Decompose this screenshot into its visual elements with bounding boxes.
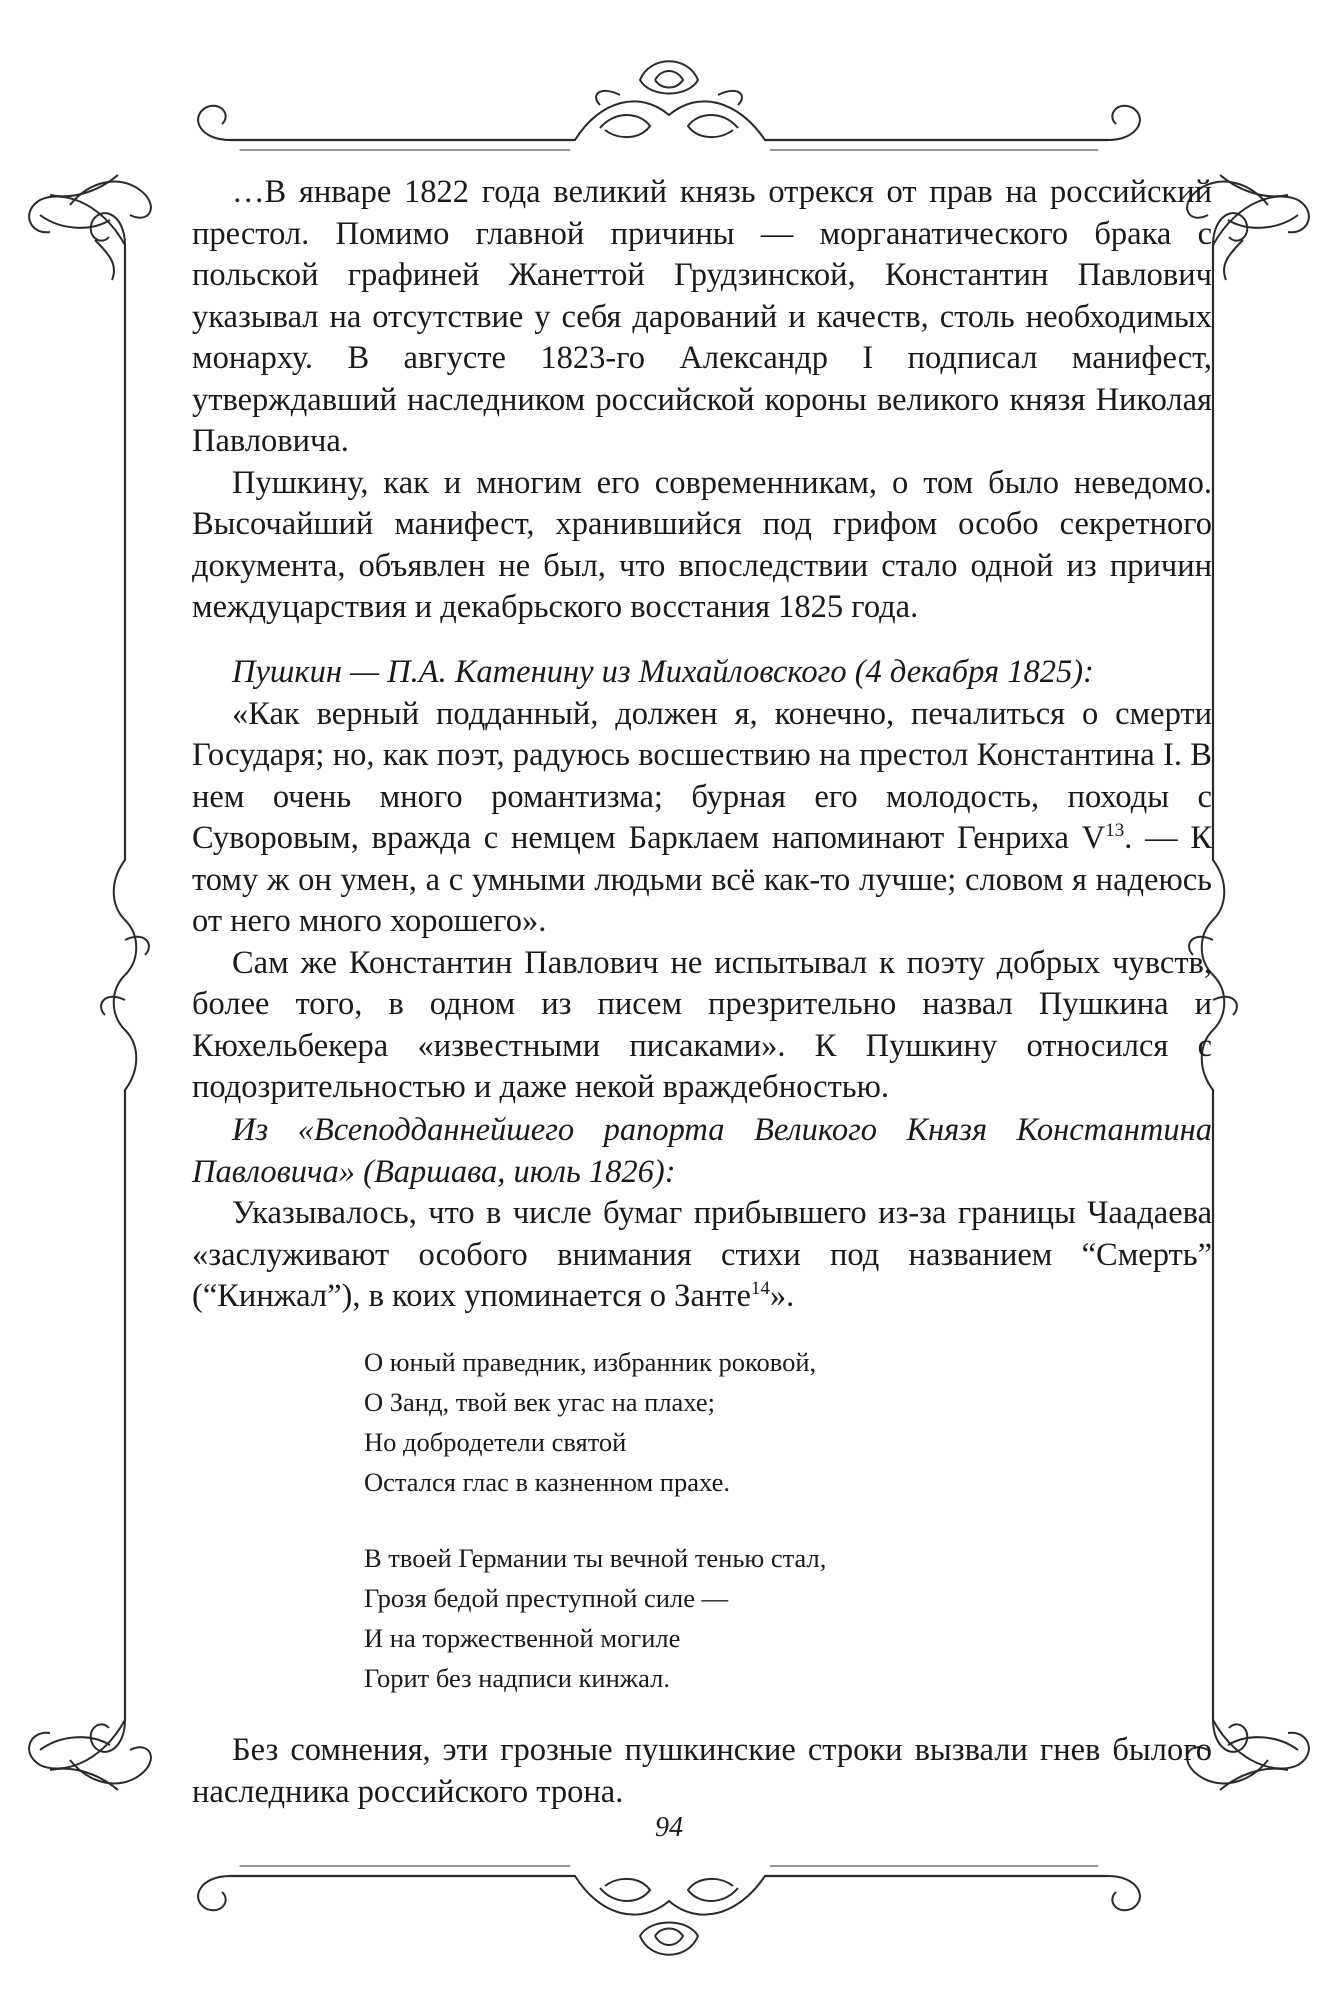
poem-line: В твоей Германии ты вечной тенью стал,	[364, 1543, 827, 1573]
intro-paragraph-2: Пушкину, как и многим его современникам, о том было неведомо. Высочайший манифест, хранившийся под грифом особо секретного документа, объявлен не был, что впоследствии стало одной из причин междуцарствия и декабрьского восстания 1825 года.	[192, 464, 1212, 625]
intro-section	[192, 172, 1212, 629]
letter-commentary: Сам же Константин Павлович не испытывал к поэту добрых чувств, более того, в одном из писем презрительно назвал Пушкина и Кюхельбекера «известными писаками». К Пушкину относился с подозрительностью и даже некой враждебностью.	[192, 944, 1212, 1105]
bottom-ornament	[575, 1876, 765, 1955]
letter-quote	[192, 694, 1212, 943]
side-ornament-left	[101, 860, 149, 1090]
poem-line: Но добродетели святой	[364, 1427, 627, 1457]
closing-section	[192, 1730, 1212, 1813]
report-heading: Из «Всеподданнейшего рапорта Великого Князя Константина Павловича» (Варшава, июль 1826):	[192, 1112, 1212, 1190]
letter-quote-part-1: «Как верный подданный, должен я, конечно, печалиться о смерти Государя; но, как поэт, радуюсь восшествию на престол Константина I. В нем очень много романтизма; бурная его молодость, походы с Суворовым, вражда с немцем Барклаем напоминают Генриха V	[192, 695, 1212, 856]
poem-line: О Занд, твой век угас на плахе;	[364, 1387, 716, 1417]
letter-section	[192, 652, 1212, 1109]
intro-paragraph-1: …В январе 1822 года великий князь отрекся от прав на российский престол. Помимо главной причины — морганатического брака с польской графиней Жанеттой Грудзинской, Константин Павлович указывал на отсутствие у себя дарований и качеств, столь необходимых монарху. В августе 1823-го Александр I подписал манифест, утверждавший наследником российской короны великого князя Николая Павловича.	[192, 174, 1212, 459]
top-ornament	[575, 61, 765, 140]
poem-stanza-1	[364, 1342, 1064, 1502]
poem-line: Горит без надписи кинжал.	[364, 1663, 670, 1693]
report-text	[192, 1193, 1212, 1318]
report-text-part-1: Указывалось, что в числе бумаг прибывшего из-за границы Чаадаева «заслуживают особого внимания стихи под названием “Смерть” (“Кинжал”), в коих упоминается о Занте	[192, 1195, 1212, 1314]
poem-line: Остался глас в казненном прахе.	[364, 1467, 730, 1497]
report-text-part-2: ».	[769, 1278, 795, 1314]
poem	[364, 1342, 1064, 1698]
closing-paragraph: Без сомнения, эти грозные пушкинские строки вызвали гнев былого наследника российского трона.	[192, 1732, 1212, 1810]
page-number: 94	[655, 1812, 683, 1843]
letter-heading: Пушкин — П.А. Катенину из Михайловского (4 декабря 1825):	[232, 654, 1094, 690]
poem-line: И на торжественной могиле	[364, 1623, 681, 1653]
letter-quote-part-2: . — К тому ж он умен, а с умными людьми всё как-то лучше; словом я надеюсь от него много хорошего».	[192, 820, 1212, 939]
footnote-ref-13: 13	[1105, 820, 1125, 842]
footnote-ref-14: 14	[750, 1278, 770, 1300]
poem-stanza-2	[364, 1538, 1064, 1698]
report-section	[192, 1110, 1212, 1318]
poem-line: О юный праведник, избранник роковой,	[364, 1347, 817, 1377]
poem-line: Грозя бедой преступной силе —	[364, 1583, 729, 1613]
